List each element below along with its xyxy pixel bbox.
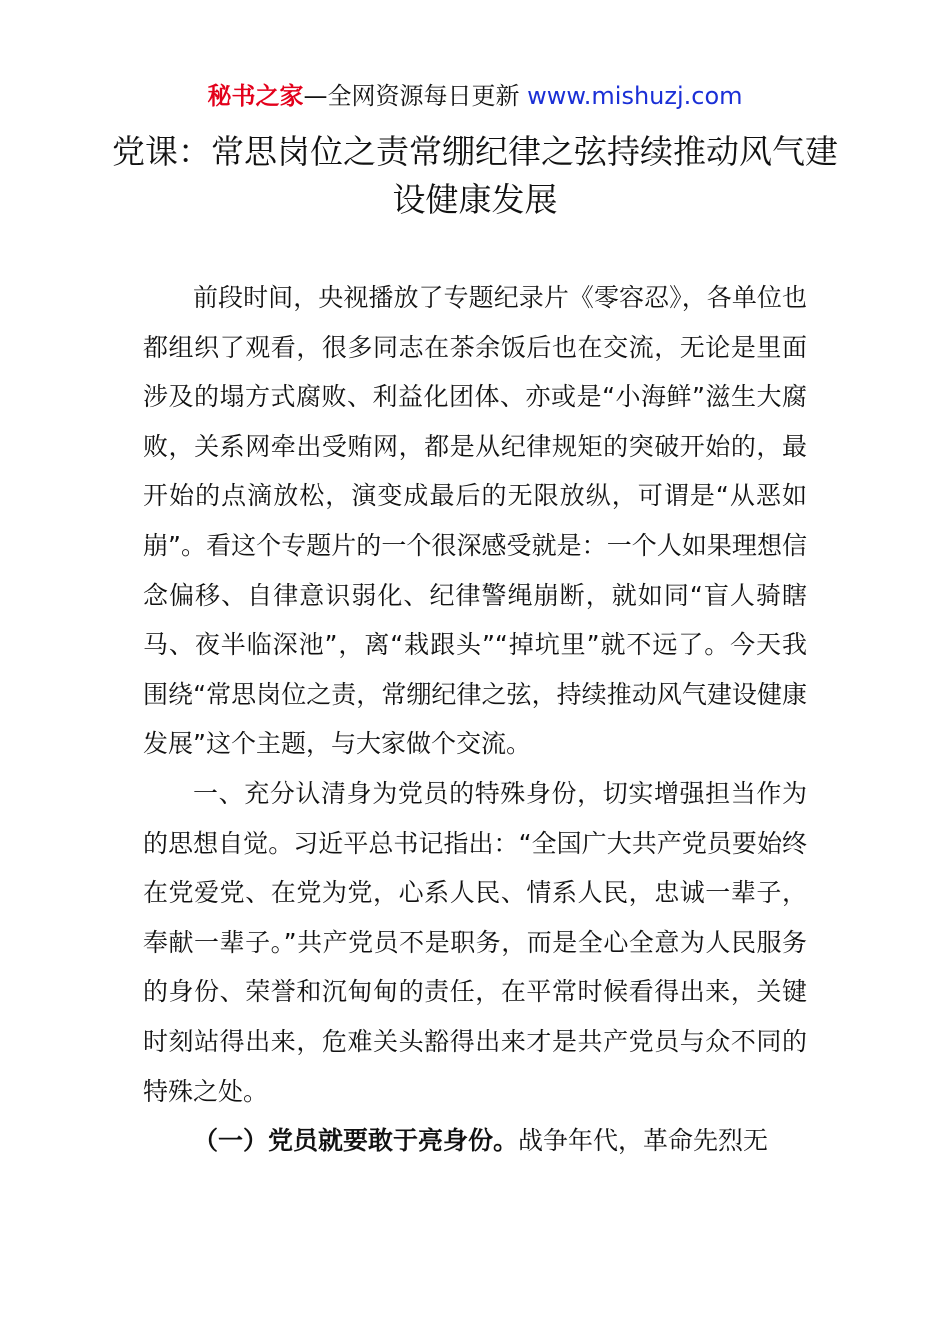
paragraph-intro: 前段时间，央视播放了专题纪录片《零容忍》，各单位也都组织了观看，很多同志在茶余饭后也在交流，无论是里面涉及的塌方式腐败、利益化团体、亦或是“小海鲜”滋生大腐败，关系网牵出受贿网，都是从纪律规矩的突破开始的，最开始的点滴放松，演变成最后的无限放纵，可谓是“从恶如崩”。看这个专题片的一个很深感受就是：一个人如果理想信念偏移、自律意识弱化、纪律警绳崩断，就如同“盲人骑瞎马、夜半临深池”，离“栽跟头”“掉坑里”就不远了。今天我围绕“常思岗位之责，常绷纪律之弦，持续推动风气建设健康发展”这个主题，与大家做个交流。 — [143, 283, 807, 759]
paragraph-section-one: 一、充分认清身为党员的特殊身份，切实增强担当作为的思想自觉。习近平总书记指出：“全国广大共产党员要始终在党爱党、在党为党，心系人民、情系人民，忠诚一辈子，奉献一辈子。”共产党员不是职务，而是全心全意为人民服务的身份、荣誉和沉甸甸的责任，在平常时候看得出来，关键时刻站得出来，危难关头豁得出来才是共产党员与众不同的特殊之处。 — [143, 778, 807, 1106]
header-tagline: —全网资源每日更新 — [303, 82, 528, 110]
document-title: 党课：常思岗位之责常绷纪律之弦持续推动风气建设健康发展 — [112, 132, 838, 219]
brand-name: 秘书之家 — [207, 82, 304, 110]
paragraph-subsection — [143, 1116, 807, 1166]
subsection-heading: （一）党员就要敢于亮身份。 — [193, 1126, 519, 1156]
site-url[interactable]: www.mishuzj.com — [527, 82, 743, 110]
document-body — [143, 273, 807, 1166]
subsection-text: 战争年代，革命先烈无 — [518, 1126, 769, 1156]
watermark-header — [0, 80, 950, 112]
